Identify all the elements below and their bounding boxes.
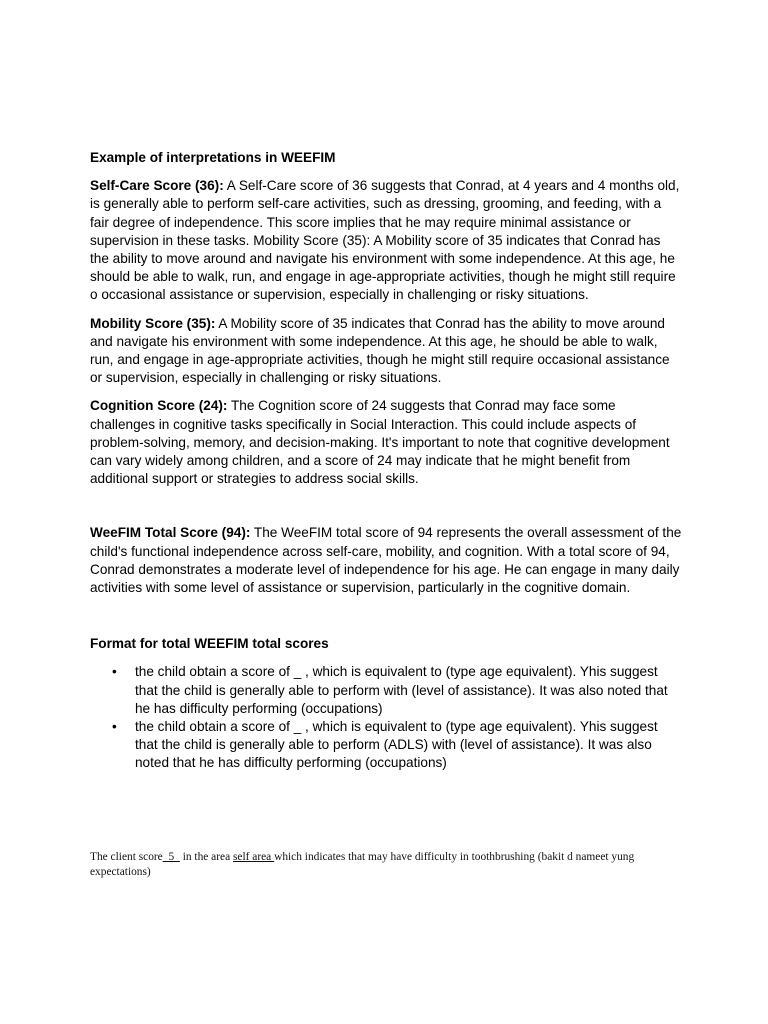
mobility-label: Mobility Score (35):	[90, 315, 216, 331]
total-paragraph	[90, 524, 682, 597]
format-list	[90, 663, 682, 772]
cognition-label: Cognition Score (24):	[90, 398, 228, 414]
client-score-note	[90, 850, 680, 881]
note-suffix: which indicates that may have difficulty in toothbrushing (bakit d nameet yung expectations)	[90, 851, 635, 879]
total-label: WeeFIM Total Score (94):	[90, 525, 251, 541]
note-score: _5_	[162, 851, 180, 863]
spacer	[90, 498, 682, 524]
selfcare-text: A Self-Care score of 36 suggests that Conrad, at 4 years and 4 months old, is generally able to perform self-care activities, such as dressing, grooming, and feeding, with a fair degree of independence. This score implies that he may require minimal assistance or supervision in these tasks. Mobility Score (35): A Mobility score of 35 indicates that Conrad has the ability to move around and navigate his environment with some independence. At this age, he should be able to walk, run, and engage in age-appropriate activities, though he might still require o occasional assistance or supervision, especially in challenging or risky situations.	[90, 178, 680, 303]
note-area: self area	[232, 851, 275, 863]
selfcare-paragraph	[90, 177, 682, 304]
list-item	[90, 718, 682, 773]
note-prefix: The client score	[90, 851, 163, 863]
list-item	[90, 663, 682, 718]
cognition-paragraph	[90, 397, 682, 488]
mobility-paragraph	[90, 315, 682, 388]
spacer	[90, 607, 682, 635]
bullet-icon: •	[112, 664, 117, 680]
format-heading: Format for total WEEFIM total scores	[90, 636, 329, 652]
document-title: Example of interpretations in WEEFIM	[90, 150, 336, 165]
list-item-text: the child obtain a score of _ , which is equivalent to (type age equivalent). Yhis suggest that the child is generally able to perform (ADLS) with (level of assistance). It was also noted that he has difficulty performing (occupations)	[135, 719, 658, 771]
list-item-text: the child obtain a score of _ , which is equivalent to (type age equivalent). Yhis suggest that the child is generally able to perform with (level of assistance). It was also noted that he has difficulty performing (occupations)	[135, 664, 668, 716]
selfcare-label: Self-Care Score (36):	[90, 178, 224, 194]
mobility-text: A Mobility score of 35 indicates that Conrad has the ability to move around and navigate his environment with some independence. At this age, he should be able to walk, run, and engage in age-appropriate activities, though he might still require occasional assistance or supervision, especially in challenging or risky situations.	[90, 315, 670, 386]
bullet-icon: •	[112, 719, 117, 735]
cognition-text: The Cognition score of 24 suggests that Conrad may face some challenges in cognitive tasks specifically in Social Interaction. This could include aspects of problem-solving, memory, and decision-making. It's important to note that cognitive development can vary widely among children, and a score of 24 may indicate that he might benefit from additional support or strategies to address social skills.	[90, 398, 670, 487]
note-middle: in the area	[179, 851, 233, 863]
document-body	[90, 149, 682, 773]
total-text: The WeeFIM total score of 94 represents the overall assessment of the child's functional independence across self-care, mobility, and cognition. With a total score of 94, Conrad demonstrates a moderate level of independence for his age. He can engage in many daily activities with some level of assistance or supervision, particularly in the cognitive domain.	[90, 525, 682, 596]
